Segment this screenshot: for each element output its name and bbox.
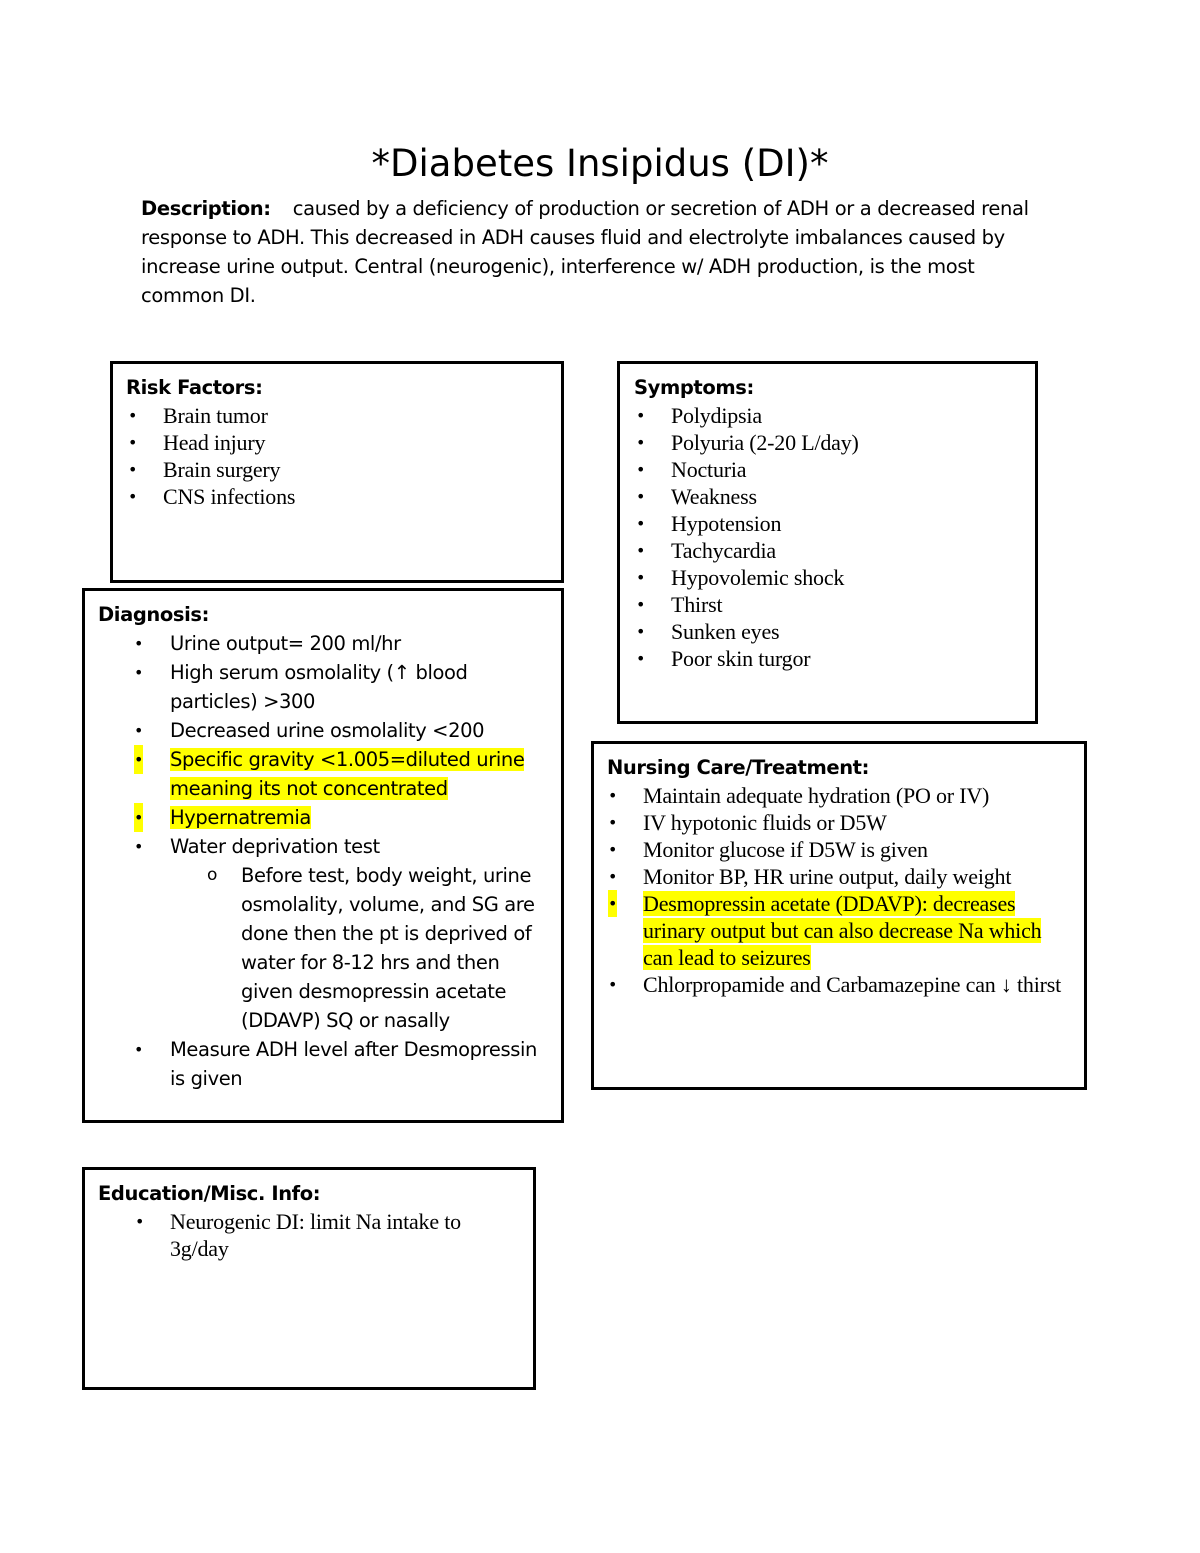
list-item: • Polydipsia xyxy=(636,403,762,428)
nursing-care-heading: Nursing Care/Treatment: xyxy=(607,756,870,779)
bullet-icon: • xyxy=(608,890,617,917)
bullet-icon: • xyxy=(128,433,138,452)
description-paragraph xyxy=(141,194,1061,310)
symptoms-box xyxy=(617,361,1038,724)
bullet-icon: • xyxy=(608,840,618,859)
bullet-icon: • xyxy=(134,721,144,740)
bullet-icon: • xyxy=(636,460,646,479)
list-item: • Measure ADH level after Desmopressin is given xyxy=(170,1035,550,1093)
bullet-icon: • xyxy=(636,649,646,668)
bullet-icon: • xyxy=(636,514,646,533)
risk-factors-heading: Risk Factors: xyxy=(126,376,263,399)
list-item: • Brain surgery xyxy=(128,457,281,482)
description-text: caused by a deficiency of production or secretion of ADH or a decreased renal response to ADH. This decreased in ADH causes fluid and electrolyte imbalances caused by increase urine output. Central (neurogenic), interference w/ ADH production, is the most common DI. xyxy=(141,197,1029,307)
bullet-icon: • xyxy=(134,803,143,832)
bullet-icon: • xyxy=(134,745,143,774)
bullet-icon: • xyxy=(135,1212,145,1231)
list-item: • Tachycardia xyxy=(636,538,776,563)
highlighted-text: Desmopressin acetate (DDAVP): decreases urinary output but can also decrease Na which can lead to seizures xyxy=(643,891,1042,970)
list-item: • Urine output= 200 ml/hr xyxy=(170,629,550,658)
highlighted-text: Hypernatremia xyxy=(170,806,311,829)
bullet-icon: • xyxy=(636,568,646,587)
bullet-icon: • xyxy=(636,487,646,506)
list-item: • Weakness xyxy=(636,484,757,509)
list-item: • Monitor glucose if D5W is given xyxy=(608,837,928,862)
sub-list xyxy=(207,861,546,1035)
education-list xyxy=(135,1208,510,1262)
list-item: • Hypovolemic shock xyxy=(636,565,845,590)
diagnosis-heading: Diagnosis: xyxy=(98,603,209,626)
list-item: • Nocturia xyxy=(636,457,747,482)
bullet-icon: • xyxy=(128,487,138,506)
description-label: Description: xyxy=(141,197,271,220)
bullet-icon: • xyxy=(636,433,646,452)
list-item: • High serum osmolality (↑ blood particles) >300 xyxy=(170,658,550,716)
bullet-icon: • xyxy=(636,406,646,425)
list-item: • Brain tumor xyxy=(128,403,268,428)
list-item: • Monitor BP, HR urine output, daily weight xyxy=(608,864,1012,889)
bullet-icon: • xyxy=(608,786,618,805)
bullet-icon: • xyxy=(636,622,646,641)
bullet-icon: • xyxy=(134,837,144,856)
list-item: • Maintain adequate hydration (PO or IV) xyxy=(608,783,990,808)
education-heading: Education/Misc. Info: xyxy=(98,1182,321,1205)
list-item-highlighted xyxy=(134,745,550,803)
highlighted-text: Specific gravity <1.005=diluted urine meaning its not concentrated xyxy=(170,748,525,800)
list-item: • Hypotension xyxy=(636,511,782,536)
list-item-highlighted xyxy=(608,890,1063,971)
nursing-care-box xyxy=(591,741,1087,1090)
bullet-icon: • xyxy=(608,975,618,994)
list-item: • Polyuria (2-20 L/day) xyxy=(636,430,859,455)
bullet-icon: • xyxy=(608,867,618,886)
diagnosis-box xyxy=(82,588,564,1123)
bullet-icon: • xyxy=(636,541,646,560)
symptoms-heading: Symptoms: xyxy=(634,376,754,399)
circle-bullet-icon: o xyxy=(207,865,218,885)
bullet-icon: • xyxy=(608,813,618,832)
symptoms-list xyxy=(636,402,1035,672)
list-item: • IV hypotonic fluids or D5W xyxy=(608,810,887,835)
bullet-icon: • xyxy=(128,406,138,425)
list-item: • Poor skin turgor xyxy=(636,646,811,671)
list-item: • Chlorpropamide and Carbamazepine can ↓ thirst xyxy=(608,972,1062,997)
list-item: • Water deprivation test o Before test, body weight, urine osmolality, volume, and SG are done then the pt is deprived of water for 8-12 hrs and then given desmopressin acetate (DDAVP) SQ or nasally xyxy=(170,832,550,1035)
page-title: *Diabetes Insipidus (DI)* xyxy=(371,142,829,185)
risk-factors-list xyxy=(128,402,561,510)
nursing-care-list xyxy=(608,782,1063,998)
diagnosis-list xyxy=(134,629,550,1093)
bullet-icon: • xyxy=(128,460,138,479)
list-item: • CNS infections xyxy=(128,484,296,509)
list-item-highlighted xyxy=(134,803,550,832)
list-item: • Thirst xyxy=(636,592,723,617)
list-item: • Sunken eyes xyxy=(636,619,780,644)
bullet-icon: • xyxy=(134,663,144,682)
list-item: • Head injury xyxy=(128,430,266,455)
list-item: • Decreased urine osmolality <200 xyxy=(170,716,550,745)
list-item: • Neurogenic DI: limit Na intake to 3g/day xyxy=(135,1209,461,1261)
sub-list-item: o Before test, body weight, urine osmolality, volume, and SG are done then the pt is deprived of water for 8-12 hrs and then given desmopressin acetate (DDAVP) SQ or nasally xyxy=(241,861,546,1035)
risk-factors-box xyxy=(110,361,564,583)
bullet-icon: • xyxy=(636,595,646,614)
education-box xyxy=(82,1167,536,1390)
bullet-icon: • xyxy=(134,1040,144,1059)
bullet-icon: • xyxy=(134,634,144,653)
